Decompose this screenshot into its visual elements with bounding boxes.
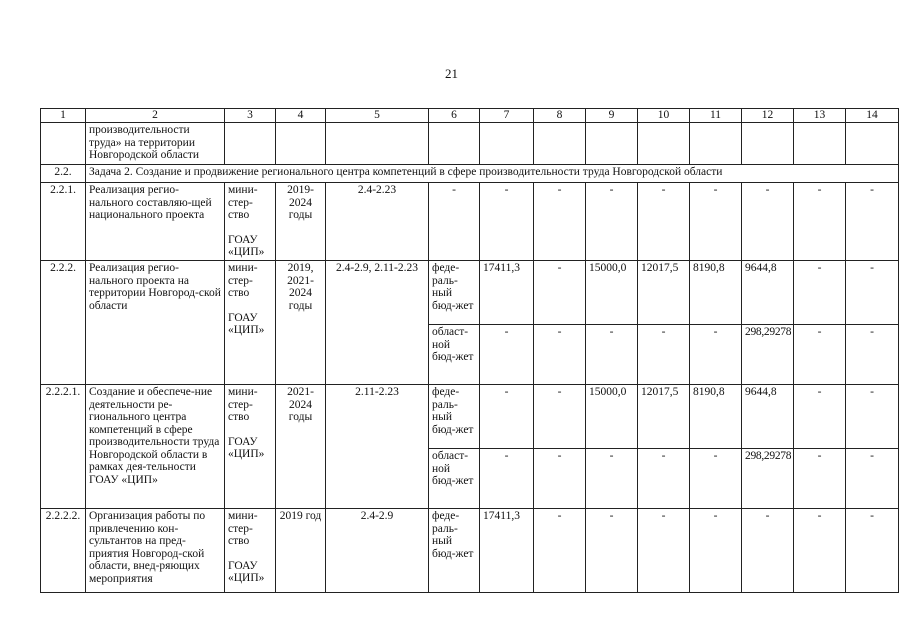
value-col8: - — [534, 183, 586, 261]
value-col13: - — [794, 183, 846, 261]
header-cell: 7 — [480, 109, 534, 123]
header-cell: 14 — [846, 109, 899, 123]
value-col14: - — [846, 385, 899, 449]
value-col8: - — [534, 261, 586, 325]
value-col8: - — [534, 509, 586, 593]
executor-ministry: мини-стер-ство — [228, 386, 258, 423]
executor-ministry: мини-стер-ство — [228, 184, 258, 221]
value-col14: - — [846, 449, 899, 509]
executor-goau: ГОАУ «ЦИП» — [228, 559, 265, 584]
value-col13: - — [794, 261, 846, 325]
task-title: Задача 2. Создание и продвижение регионального центра компетенций в сфере производительности труда Новгородской области — [86, 165, 899, 183]
header-cell: 4 — [276, 109, 326, 123]
targets: 2.4-2.9 — [326, 509, 429, 593]
item-number: 2.2.2. — [41, 261, 86, 385]
header-cell: 5 — [326, 109, 429, 123]
header-cell: 2 — [86, 109, 225, 123]
executor-goau: ГОАУ «ЦИП» — [228, 311, 265, 336]
value-col13: - — [794, 509, 846, 593]
table-row — [41, 183, 899, 261]
value-col12: - — [742, 509, 794, 593]
value-col7: - — [480, 183, 534, 261]
targets: 2.4-2.23 — [326, 183, 429, 261]
header-cell: 3 — [225, 109, 276, 123]
term: 2019, 2021-2024 годы — [276, 261, 326, 385]
value-col13: - — [794, 325, 846, 385]
value-col11: - — [690, 325, 742, 385]
funding-source: феде-раль-ный бюд-жет — [429, 385, 480, 449]
item-name: Реализация регио-нального проекта на территории Новгород-ской области — [86, 261, 225, 385]
header-cell: 11 — [690, 109, 742, 123]
item-name: производительности труда» на территории Новгородской области — [86, 123, 225, 165]
value-col11: - — [690, 449, 742, 509]
header-cell: 8 — [534, 109, 586, 123]
executor-goau: ГОАУ «ЦИП» — [228, 435, 265, 460]
item-name: Реализация регио-нального составляю-щей национального проекта — [86, 183, 225, 261]
value-col12: 9644,8 — [742, 261, 794, 325]
value-col14: - — [846, 183, 899, 261]
value-col10: 12017,5 — [638, 261, 690, 325]
value-col9: - — [586, 509, 638, 593]
value-col14: - — [846, 509, 899, 593]
value-col14: - — [846, 325, 899, 385]
term: 2021-2024 годы — [276, 385, 326, 509]
targets: 2.4-2.9, 2.11-2.23 — [326, 261, 429, 385]
value-col8: - — [534, 449, 586, 509]
value-col12: - — [742, 183, 794, 261]
executor-ministry: мини-стер-ство — [228, 510, 258, 547]
value-col12: 298,29278 — [742, 325, 794, 385]
value-col7: 17411,3 — [480, 261, 534, 325]
table-row — [41, 385, 899, 449]
funding-source: феде-раль-ный бюд-жет — [429, 509, 480, 593]
item-name: Создание и обеспече-ние деятельности ре-гионального центра компетенций в сфере производительности труда Новгородской области в рамках дея-тельности ГОАУ «ЦИП» — [86, 385, 225, 509]
value-col10: - — [638, 449, 690, 509]
value-col10: - — [638, 509, 690, 593]
value-col10: 12017,5 — [638, 385, 690, 449]
page-number: 21 — [445, 66, 458, 81]
program-table — [40, 108, 899, 593]
item-number: 2.2.2.1. — [41, 385, 86, 509]
value-col9: - — [586, 183, 638, 261]
funding-source: - — [429, 183, 480, 261]
value-col9: - — [586, 325, 638, 385]
value-col8: - — [534, 385, 586, 449]
targets: 2.11-2.23 — [326, 385, 429, 509]
header-row — [41, 109, 899, 123]
task-row — [41, 165, 899, 183]
value-col9: - — [586, 449, 638, 509]
header-cell: 6 — [429, 109, 480, 123]
continuation-row — [41, 123, 899, 165]
value-col11: 8190,8 — [690, 385, 742, 449]
value-col14: - — [846, 261, 899, 325]
value-col12: 298,29278 — [742, 449, 794, 509]
item-number: 2.2.1. — [41, 183, 86, 261]
value-col13: - — [794, 449, 846, 509]
value-col8: - — [534, 325, 586, 385]
executor-goau: ГОАУ «ЦИП» — [228, 233, 265, 258]
funding-source: феде-раль-ный бюд-жет — [429, 261, 480, 325]
header-cell: 1 — [41, 109, 86, 123]
executor-ministry: мини-стер-ство — [228, 262, 258, 299]
header-cell: 9 — [586, 109, 638, 123]
value-col13: - — [794, 385, 846, 449]
header-cell: 13 — [794, 109, 846, 123]
table-row — [41, 509, 899, 593]
value-col7: - — [480, 325, 534, 385]
value-col7: - — [480, 385, 534, 449]
table-row — [41, 261, 899, 325]
value-col9: 15000,0 — [586, 385, 638, 449]
value-col12: 9644,8 — [742, 385, 794, 449]
value-col7: - — [480, 449, 534, 509]
value-col11: - — [690, 509, 742, 593]
value-col11: 8190,8 — [690, 261, 742, 325]
item-number: 2.2.2.2. — [41, 509, 86, 593]
term: 2019 год — [276, 509, 326, 593]
value-col10: - — [638, 325, 690, 385]
value-col7: 17411,3 — [480, 509, 534, 593]
funding-source: област-ной бюд-жет — [429, 449, 480, 509]
header-cell: 10 — [638, 109, 690, 123]
value-col10: - — [638, 183, 690, 261]
term: 2019-2024 годы — [276, 183, 326, 261]
value-col11: - — [690, 183, 742, 261]
header-cell: 12 — [742, 109, 794, 123]
item-number: 2.2. — [41, 165, 86, 183]
funding-source: област-ной бюд-жет — [429, 325, 480, 385]
item-name: Организация работы по привлечению кон-сультантов на пред-приятия Новгород-ской области, внед-ряющих мероприятия — [86, 509, 225, 593]
value-col9: 15000,0 — [586, 261, 638, 325]
